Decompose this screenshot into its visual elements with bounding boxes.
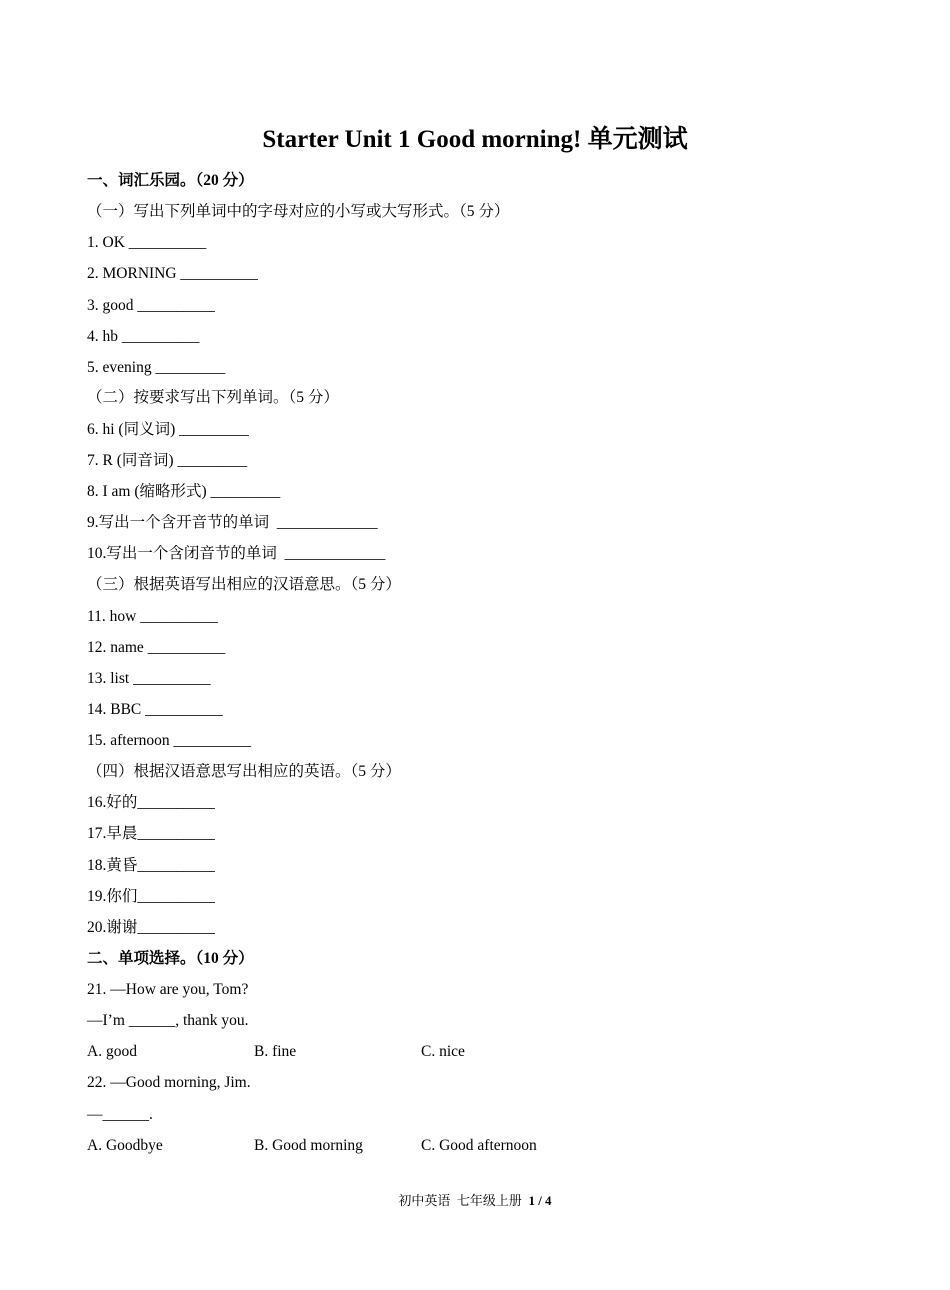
line-19: （四）根据汉语意思写出相应的英语。（5 分） bbox=[87, 763, 401, 780]
line-18: 15. afternoon __________ bbox=[87, 732, 252, 749]
line-14: 11. how __________ bbox=[87, 608, 218, 625]
line-12: 10.写出一个含闭音节的单词 _____________ bbox=[87, 545, 386, 562]
footer-text: 初中英语 七年级上册 bbox=[398, 1193, 529, 1208]
line-23: 19.你们__________ bbox=[87, 888, 215, 905]
page-title: Starter Unit 1 Good morning! 单元测试 bbox=[262, 126, 688, 153]
q22-stem: 22. —Good morning, Jim. bbox=[87, 1074, 251, 1091]
line-7: （二）按要求写出下列单词。（5 分） bbox=[87, 389, 339, 406]
line-24: 20.谢谢__________ bbox=[87, 919, 215, 936]
line-3: 2. MORNING __________ bbox=[87, 265, 258, 282]
q21-option-c: C. nice bbox=[421, 1043, 465, 1060]
line-15: 12. name __________ bbox=[87, 639, 226, 656]
line-22: 18.黄昏__________ bbox=[87, 857, 215, 874]
q22-answer-line: —______. bbox=[87, 1106, 153, 1123]
line-2: 1. OK __________ bbox=[87, 234, 207, 251]
line-13: （三）根据英语写出相应的汉语意思。（5 分） bbox=[87, 576, 401, 593]
line-21: 17.早晨__________ bbox=[87, 825, 215, 842]
line-0: 一、词汇乐园。（20 分） bbox=[87, 172, 254, 189]
line-8: 6. hi (同义词) _________ bbox=[87, 421, 249, 438]
line-27: —I’m ______, thank you. bbox=[87, 1012, 249, 1029]
q21-option-a: A. good bbox=[87, 1043, 137, 1060]
line-25: 二、单项选择。（10 分） bbox=[87, 950, 254, 967]
line-6: 5. evening _________ bbox=[87, 359, 226, 376]
page-number: 1 / 4 bbox=[528, 1193, 552, 1208]
q22-option-a: A. Goodbye bbox=[87, 1137, 163, 1154]
q21-option-b: B. fine bbox=[254, 1043, 297, 1060]
line-17: 14. BBC __________ bbox=[87, 701, 223, 718]
line-20: 16.好的__________ bbox=[87, 794, 215, 811]
line-26: 21. —How are you, Tom? bbox=[87, 981, 249, 998]
line-16: 13. list __________ bbox=[87, 670, 211, 687]
line-11: 9.写出一个含开音节的单词 _____________ bbox=[87, 514, 378, 531]
line-10: 8. I am (缩略形式) _________ bbox=[87, 483, 281, 500]
line-4: 3. good __________ bbox=[87, 297, 215, 314]
q22-option-b: B. Good morning bbox=[254, 1137, 363, 1154]
q22-option-c: C. Good afternoon bbox=[421, 1137, 537, 1154]
line-9: 7. R (同音词) _________ bbox=[87, 452, 248, 469]
line-1: （一）写出下列单词中的字母对应的小写或大写形式。（5 分） bbox=[87, 203, 510, 220]
page-footer bbox=[0, 1191, 950, 1211]
line-5: 4. hb __________ bbox=[87, 328, 200, 345]
